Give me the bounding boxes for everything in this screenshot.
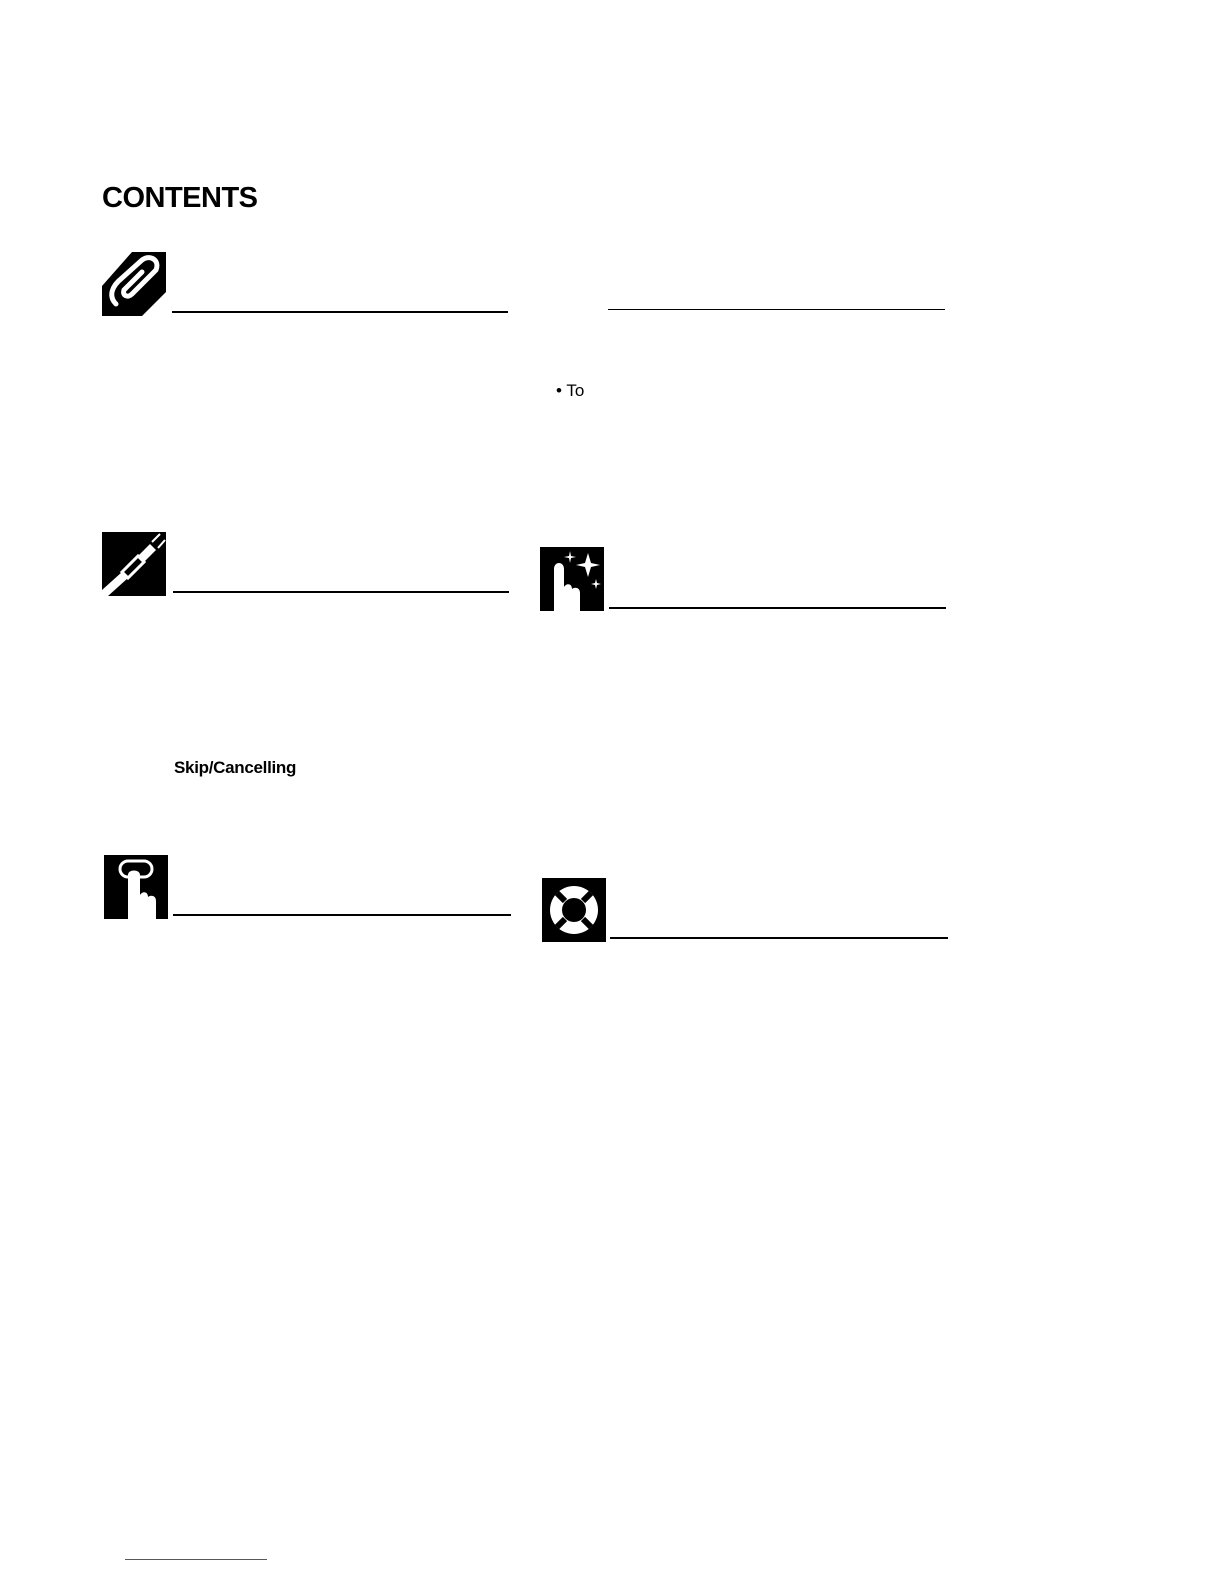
- bullet-item: • To: [556, 381, 585, 400]
- life-preserver-icon: [542, 878, 606, 942]
- section-rule: [609, 607, 946, 609]
- page-title: CONTENTS: [102, 182, 258, 214]
- cable-connector-icon: [102, 532, 166, 596]
- section-rule: [610, 937, 948, 939]
- paperclip-icon: [102, 252, 166, 316]
- hand-button-press-icon: [104, 855, 168, 919]
- hand-sparkle-icon: [540, 547, 604, 611]
- footer-rule: [125, 1559, 267, 1560]
- section-rule: [173, 591, 509, 593]
- contents-entry-label: Skip/Cancelling: [174, 758, 297, 777]
- section-rule: [173, 914, 511, 916]
- section-rule: [608, 309, 945, 310]
- section-rule: [172, 311, 508, 313]
